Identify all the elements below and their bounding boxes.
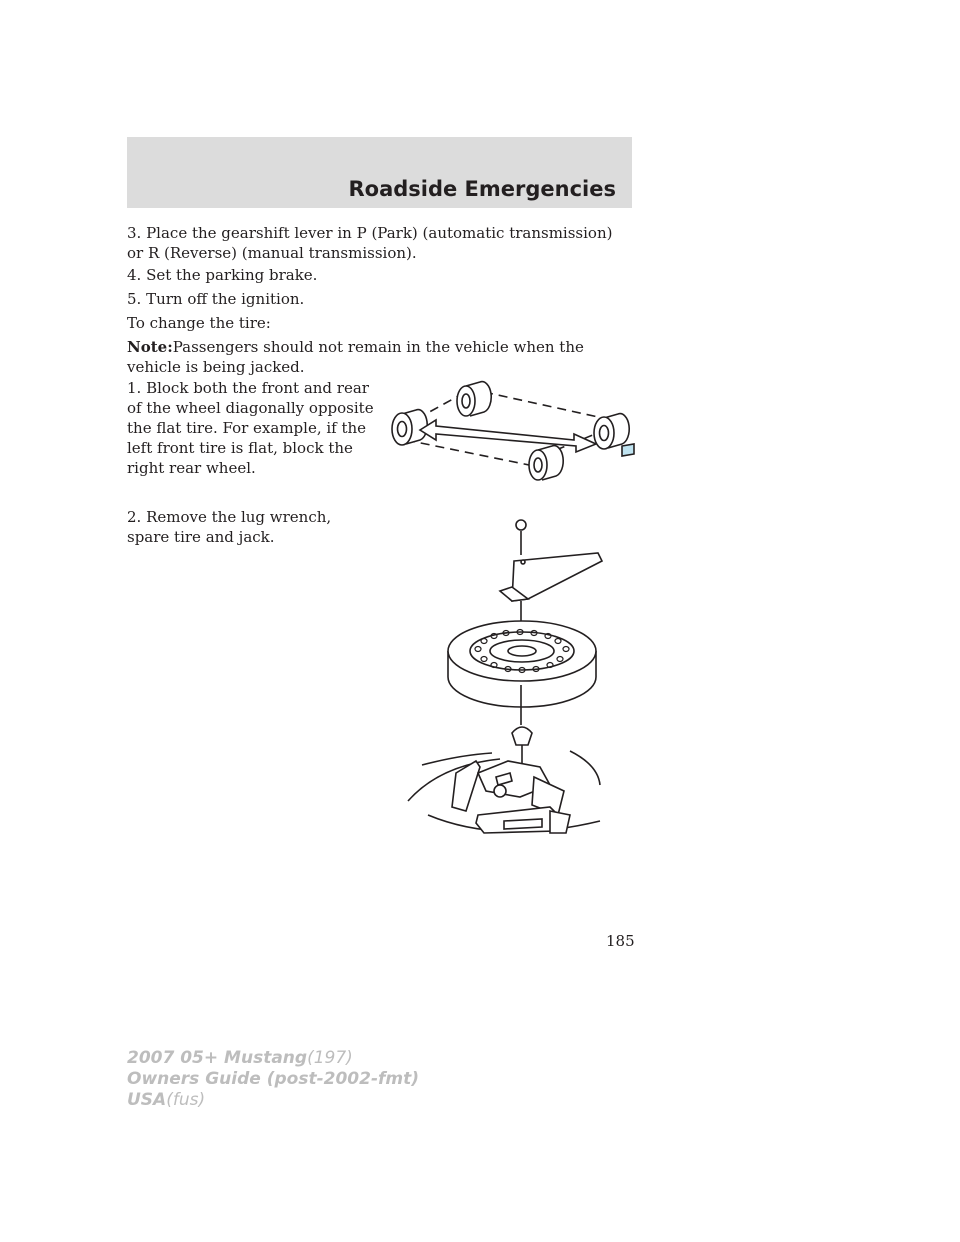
diagonal-wheel-block-illustration	[384, 380, 640, 490]
page-number: 185	[606, 932, 635, 950]
wheel-flat-left-icon	[392, 410, 427, 445]
note-paragraph	[127, 337, 627, 377]
step-5-text: 5. Turn off the ignition.	[127, 290, 305, 308]
intro-text: To change the tire:	[127, 314, 271, 332]
note-label: Note:	[127, 338, 173, 356]
jack-icon	[452, 727, 570, 833]
footer-guide: Owners Guide (post-2002-fmt)	[127, 1069, 420, 1089]
footer-model-code: (197)	[307, 1048, 353, 1068]
change-step-2-text: 2. Remove the lug wrench, spare tire and jack.	[127, 508, 332, 546]
wheel-rear-right-icon	[594, 414, 634, 456]
section-title: Roadside Emergencies	[348, 177, 616, 201]
spare-tire-icon	[448, 621, 596, 707]
document-footer	[127, 1048, 419, 1111]
footer-market-code: (fus)	[166, 1090, 206, 1110]
header-band	[127, 137, 632, 208]
footer-model: 2007 05+ Mustang	[127, 1048, 308, 1068]
bracket-icon	[500, 553, 602, 601]
change-step-1-text: 1. Block both the front and rear of the wheel diagonally opposite the flat tire. For example, if the left front tire is flat, block the right rear wheel.	[127, 379, 374, 477]
footer-market: USA	[127, 1090, 167, 1110]
note-text: Passengers should not remain in the vehicle when the vehicle is being jacked.	[127, 338, 584, 376]
step-4-text: 4. Set the parking brake.	[127, 266, 318, 284]
hold-down-bolt-icon	[516, 520, 526, 555]
wheel-rear-left-icon	[529, 446, 563, 480]
spare-tire-jack-illustration	[400, 515, 620, 850]
diagonal-arrow-icon	[420, 420, 596, 452]
step-3-text: 3. Place the gearshift lever in P (Park) (automatic transmission) or R (Reverse) (manual transmission).	[127, 224, 613, 262]
wheel-front-left-icon	[457, 382, 491, 416]
